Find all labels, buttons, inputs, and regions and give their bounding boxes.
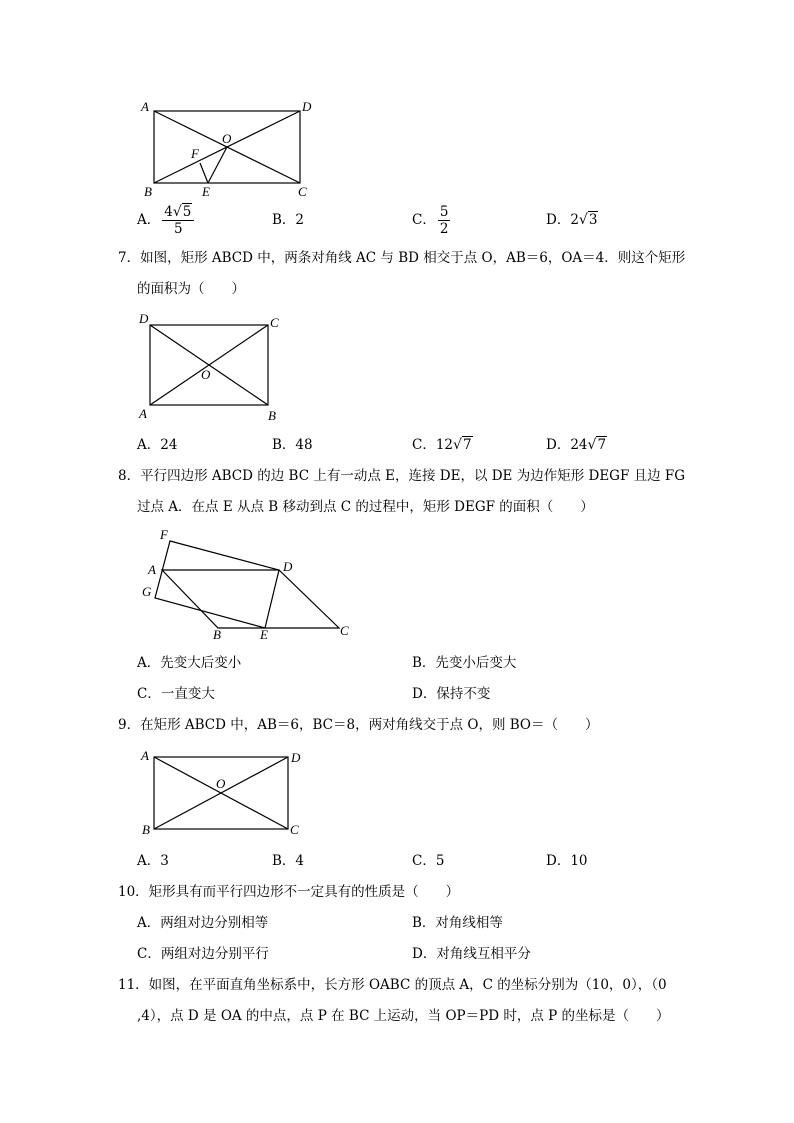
segment-oe [208, 147, 227, 183]
label-a: A [141, 748, 149, 763]
q7-option-c: C．12√7 [412, 437, 472, 453]
label-a: A [139, 406, 147, 421]
label-d: D [291, 750, 301, 765]
q7-stem-line1: 7．如图，矩形 ABCD 中，两条对角线 AC 与 BD 相交于点 O，AB＝6，OA＝4．则这个矩形 [118, 250, 686, 266]
q9-option-c: C．5 [412, 853, 445, 869]
label-b: B [268, 408, 276, 423]
rectangle-defg [155, 541, 279, 628]
q10-option-a: A．两组对边分别相等 [137, 915, 269, 931]
q6-option-a-label: A． [137, 212, 161, 228]
label-d: D [283, 559, 293, 574]
q9-option-d: D．10 [546, 853, 588, 869]
q11-stem-line1: 11．如图，在平面直角坐标系中，长方形 OABC 的顶点 A，C 的坐标分别为（10，0），（0 [118, 977, 667, 993]
segment-ef [200, 163, 208, 183]
label-a: A [141, 99, 149, 114]
q6-option-b: B．2 [272, 212, 305, 228]
q6-option-c-fraction: $\frac{5}{2}$ [439, 203, 449, 237]
parallelogram-abcd [162, 570, 339, 628]
label-f: F [160, 527, 168, 542]
q9-stem-line1: 9．在矩形 ABCD 中，AB＝6，BC＝8，两对角线交于点 O，则 BO＝（ ） [118, 717, 599, 733]
q8-option-d: D．保持不变 [412, 686, 491, 702]
label-e: E [260, 627, 268, 642]
q10-option-b: B．对角线相等 [412, 915, 503, 931]
q11-stem-line2: ,4），点 D 是 OA 的中点，点 P 在 BC 上运动，当 OP＝PD 时，点 P 的坐标是（ ） [137, 1008, 670, 1024]
label-o: O [201, 367, 211, 382]
q6-option-d: D．2√3 [546, 212, 598, 228]
label-f: F [191, 146, 199, 161]
label-o: O [216, 776, 226, 791]
figure-q6 [130, 95, 330, 205]
q7-option-a: A．24 [137, 437, 178, 453]
q6-option-a [137, 202, 196, 238]
label-c: C [340, 623, 349, 638]
label-d: D [302, 99, 312, 114]
q7-stem-line2: 的面积为（ ） [137, 281, 245, 297]
q6-option-c: C． $\frac{5}{2}$ [412, 203, 449, 237]
label-c: C [290, 822, 299, 837]
q10-option-d: D．对角线互相平分 [412, 946, 531, 962]
label-c: C [298, 184, 307, 199]
q6-option-a-fraction: $\frac{4√5}{5}$ [162, 204, 194, 237]
q8-option-b: B．先变小后变大 [412, 655, 517, 671]
figure-q9 [138, 745, 313, 840]
label-b: B [142, 822, 150, 837]
q10-option-c: C．两组对边分别平行 [137, 946, 269, 962]
label-d: D [139, 311, 149, 326]
q8-option-a: A．先变大后变小 [137, 655, 242, 671]
label-b: B [213, 627, 221, 642]
q9-option-b: B．4 [272, 853, 305, 869]
q7-option-d: D．24√7 [546, 437, 607, 453]
q8-option-c: C．一直变大 [137, 686, 215, 702]
q7-option-b: B．48 [272, 437, 313, 453]
q10-stem-line1: 10．矩形具有而平行四边形不一定具有的性质是（ ） [118, 884, 460, 900]
q8-stem-line1: 8．平行四边形 ABCD 的边 BC 上有一动点 E，连接 DE，以 DE 为边作矩形 DEGF 且边 FG [118, 468, 686, 484]
figure-q8 [138, 526, 363, 644]
label-g: G [142, 584, 152, 599]
label-o: O [222, 131, 232, 146]
label-b: B [144, 184, 152, 199]
label-e: E [202, 184, 210, 199]
q9-option-a: A．3 [137, 853, 169, 869]
q8-stem-line2: 过点 A．在点 E 从点 B 移动到点 C 的过程中，矩形 DEGF 的面积（ ） [137, 499, 594, 515]
label-c: C [270, 315, 279, 330]
figure-q7 [135, 308, 295, 423]
label-a: A [148, 562, 156, 577]
